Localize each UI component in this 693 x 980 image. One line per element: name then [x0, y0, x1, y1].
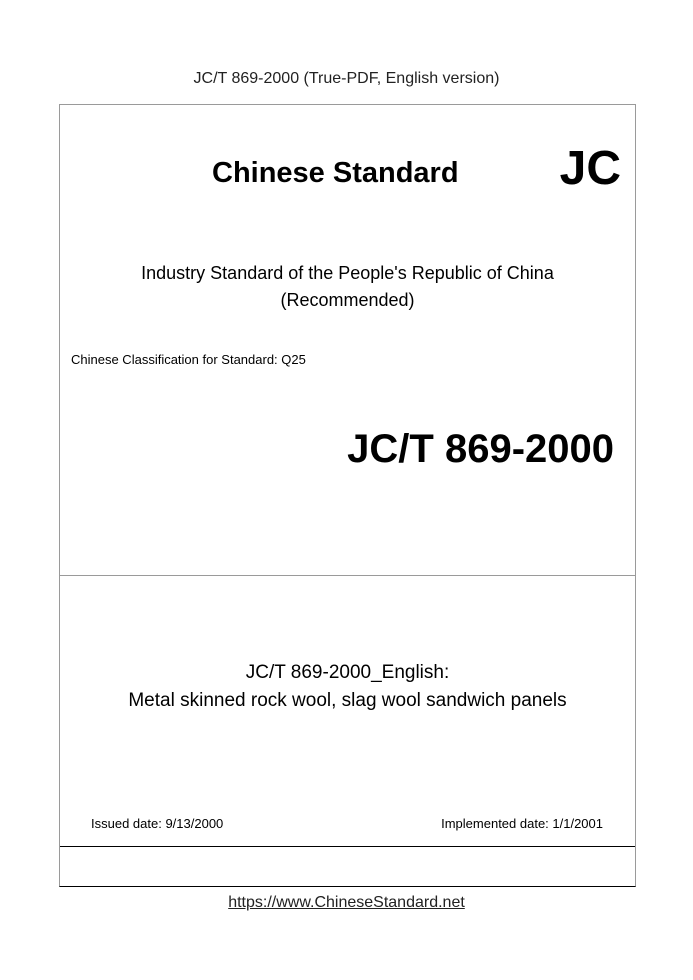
standard-code-badge: JC	[559, 142, 621, 195]
english-title	[60, 659, 635, 715]
implemented-date: Implemented date: 1/1/2001	[441, 816, 603, 831]
standard-number: JC/T 869-2000	[347, 427, 614, 471]
cover-middle-section	[60, 576, 635, 846]
cover-top-section	[60, 105, 635, 576]
industry-line-2: (Recommended)	[280, 290, 415, 310]
cover-frame	[59, 104, 636, 887]
industry-line-1: Industry Standard of the People's Republic of China	[141, 263, 554, 283]
document-header: JC/T 869-2000 (True-PDF, English version)	[193, 70, 500, 87]
english-title-line-2: Metal skinned rock wool, slag wool sandwich panels	[128, 690, 567, 711]
issued-date: Issued date: 9/13/2000	[91, 816, 224, 831]
cover-title: Chinese Standard	[212, 157, 459, 189]
industry-standard-caption	[60, 260, 635, 314]
website-link[interactable]: https://www.ChineseStandard.net	[228, 894, 465, 911]
classification-label: Chinese Classification for Standard: Q25	[71, 352, 306, 367]
cover-bottom-strip	[60, 846, 635, 887]
english-title-line-1: JC/T 869-2000_English:	[245, 662, 450, 683]
